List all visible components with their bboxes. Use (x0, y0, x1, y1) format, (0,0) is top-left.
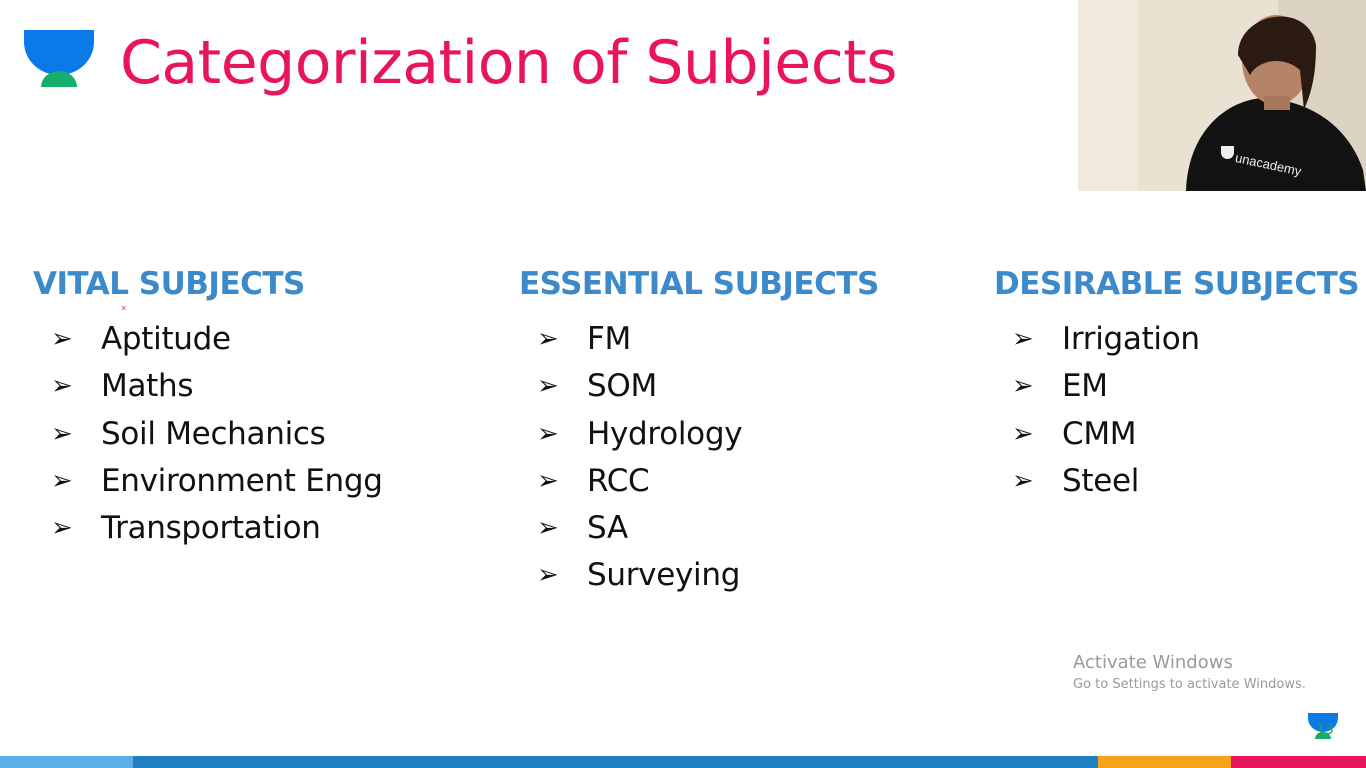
arrow-bullet-icon: ➢ (51, 418, 73, 449)
shirt-logo-icon (1221, 146, 1234, 159)
arrow-bullet-icon: ➢ (537, 418, 559, 449)
bar-segment-orange (1098, 756, 1231, 768)
bar-segment-blue (133, 756, 1098, 768)
list-item: ➢ CMM (1012, 415, 1137, 452)
list-item: ➢ Transportation (51, 510, 321, 547)
list-item: ➢ Hydrology (537, 415, 743, 452)
watermark-line-2: Go to Settings to activate Windows. (1073, 677, 1306, 692)
list-item: ➢ Maths (51, 368, 194, 405)
arrow-bullet-icon: ➢ (537, 324, 559, 354)
subject-list (994, 322, 1359, 511)
arrow-bullet-icon: ➢ (537, 560, 559, 591)
arrow-bullet-icon: ➢ (1012, 418, 1034, 449)
list-item: ➢ RCC (537, 462, 650, 499)
list-item: ➢ SA (537, 510, 628, 547)
unacademy-logo (22, 28, 96, 90)
column-heading: DESIRABLE SUBJECTS (994, 266, 1360, 302)
list-item: ➢ Steel (1012, 462, 1140, 499)
arrow-bullet-icon: ➢ (537, 465, 559, 496)
bar-segment-pink (1231, 756, 1366, 768)
list-item: ➢ FM (537, 321, 631, 357)
arrow-bullet-icon: ➢ (51, 513, 73, 544)
column-heading: ESSENTIAL SUBJECTS (519, 266, 879, 302)
arrow-bullet-icon: ➢ (1012, 324, 1034, 354)
list-item: ➢ Irrigation (1012, 321, 1200, 357)
subject-list (33, 321, 383, 558)
arrow-bullet-icon: ➢ (51, 465, 73, 496)
desirable-subjects-column (994, 266, 1359, 511)
arrow-bullet-icon: ➢ (51, 371, 73, 402)
list-item: ➢ Aptitude (51, 321, 231, 357)
shirt-text: unacademy (1233, 150, 1303, 179)
list-item: ➢ SOM (537, 368, 657, 405)
arrow-bullet-icon: ➢ (537, 513, 559, 544)
watermark-line-1: Activate Windows (1073, 652, 1233, 673)
cursor-marker-icon: × (121, 303, 127, 313)
subject-list (519, 322, 879, 606)
list-item: ➢ Soil Mechanics (51, 415, 326, 452)
column-heading: VITAL SUBJECTS (33, 266, 305, 302)
activate-windows-watermark (1073, 652, 1306, 692)
bar-segment-light-blue (0, 756, 133, 768)
vital-subjects-column (33, 266, 383, 558)
arrow-bullet-icon: ➢ (51, 324, 73, 354)
list-item: ➢ EM (1012, 368, 1108, 405)
list-item: ➢ Environment Engg (51, 462, 383, 499)
slide-number: 13 (1316, 722, 1334, 738)
slide-title: Categorization of Subjects (120, 28, 897, 98)
arrow-bullet-icon: ➢ (1012, 371, 1034, 402)
list-item: ➢ Surveying (537, 557, 741, 594)
arrow-bullet-icon: ➢ (1012, 465, 1034, 496)
essential-subjects-column (519, 266, 879, 606)
arrow-bullet-icon: ➢ (537, 371, 559, 402)
webcam-feed (1078, 0, 1366, 191)
bottom-color-bar (0, 756, 1366, 768)
